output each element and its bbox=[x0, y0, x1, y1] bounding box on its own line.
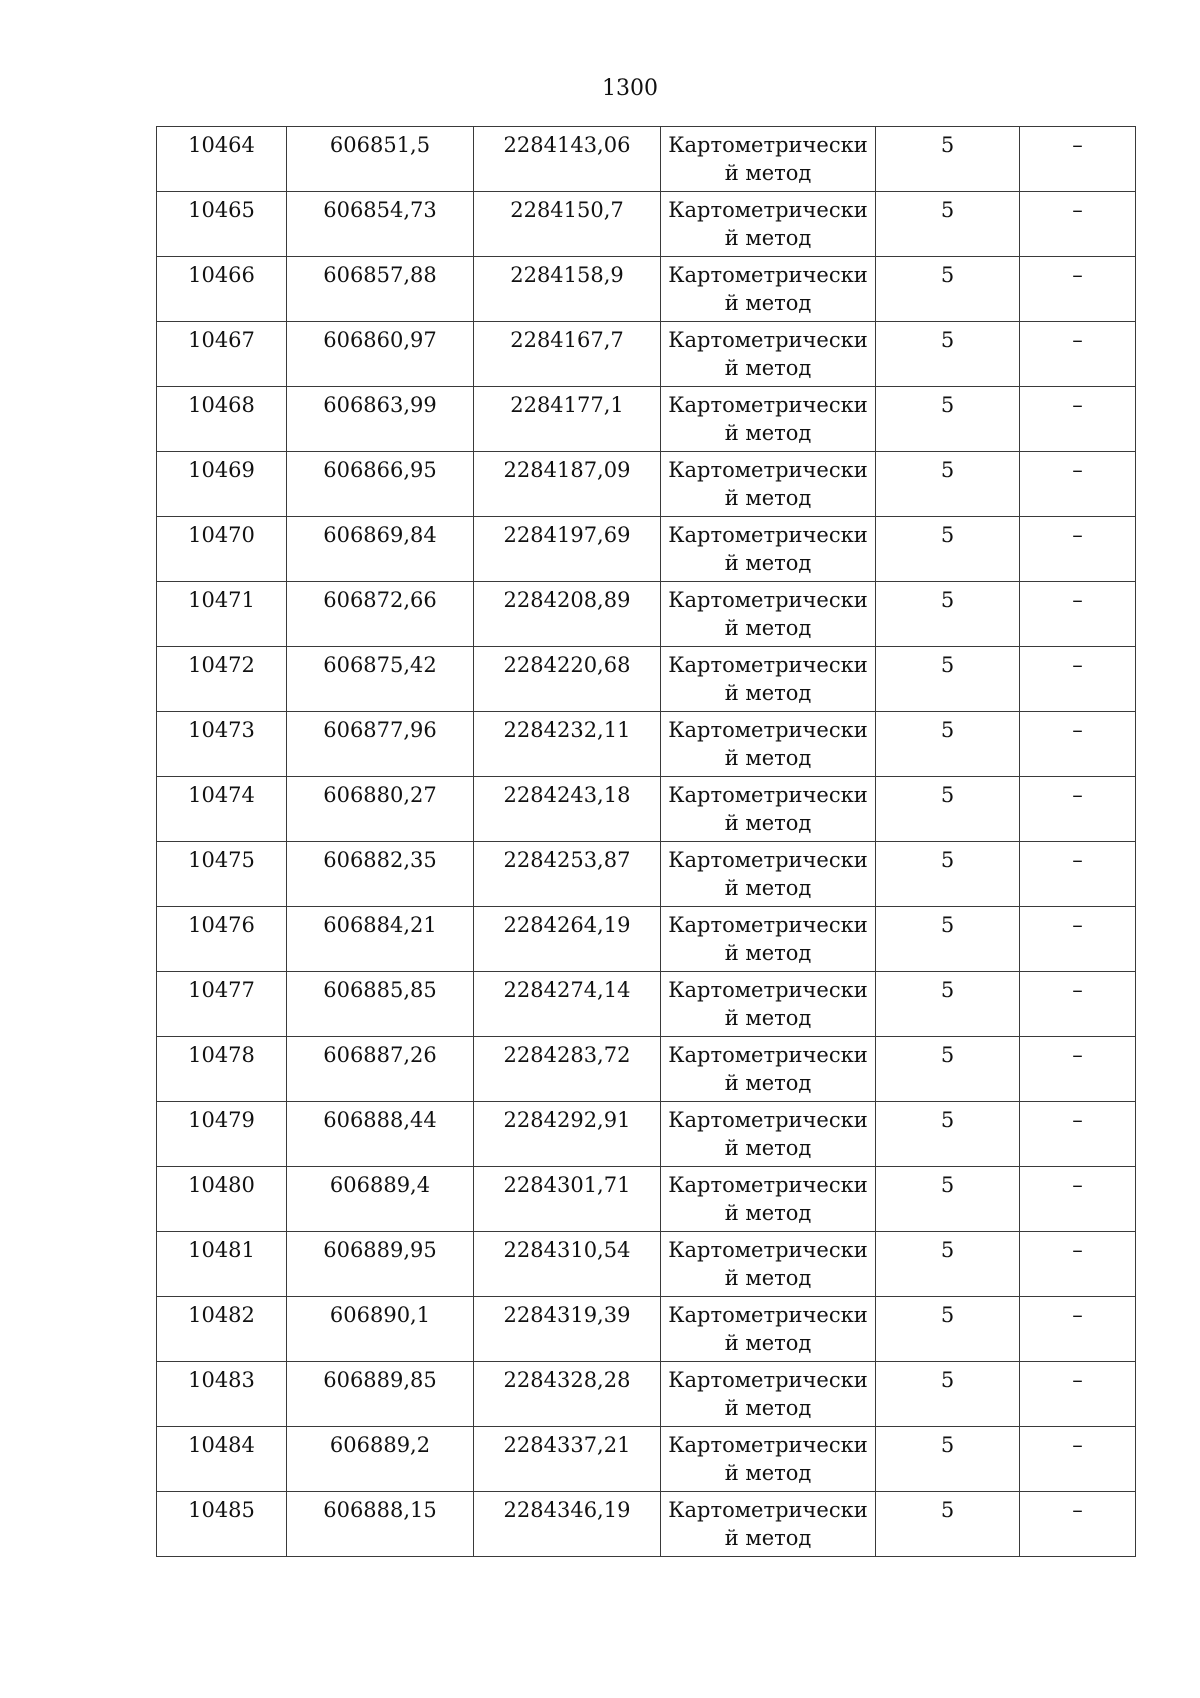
x-coordinate-cell: 606884,21 bbox=[287, 907, 474, 972]
method-cell: Картометрический метод bbox=[661, 1232, 876, 1297]
note-cell: – bbox=[1020, 322, 1136, 387]
note-cell: – bbox=[1020, 777, 1136, 842]
table-row bbox=[157, 127, 1136, 192]
point-id-cell: 10482 bbox=[157, 1297, 287, 1362]
method-cell: Картометрический метод bbox=[661, 1037, 876, 1102]
point-id-cell: 10479 bbox=[157, 1102, 287, 1167]
method-cell: Картометрический метод bbox=[661, 1492, 876, 1557]
table-row bbox=[157, 387, 1136, 452]
accuracy-cell: 5 bbox=[876, 842, 1020, 907]
accuracy-cell: 5 bbox=[876, 322, 1020, 387]
accuracy-cell: 5 bbox=[876, 907, 1020, 972]
method-cell: Картометрический метод bbox=[661, 777, 876, 842]
accuracy-cell: 5 bbox=[876, 192, 1020, 257]
table-row bbox=[157, 1427, 1136, 1492]
method-cell: Картометрический метод bbox=[661, 972, 876, 1037]
point-id-cell: 10470 bbox=[157, 517, 287, 582]
table-row bbox=[157, 1362, 1136, 1427]
note-cell: – bbox=[1020, 192, 1136, 257]
x-coordinate-cell: 606888,44 bbox=[287, 1102, 474, 1167]
accuracy-cell: 5 bbox=[876, 972, 1020, 1037]
method-cell: Картометрический метод bbox=[661, 1167, 876, 1232]
table-body bbox=[157, 127, 1136, 1557]
x-coordinate-cell: 606889,2 bbox=[287, 1427, 474, 1492]
accuracy-cell: 5 bbox=[876, 387, 1020, 452]
method-cell: Картометрический метод bbox=[661, 452, 876, 517]
accuracy-cell: 5 bbox=[876, 777, 1020, 842]
accuracy-cell: 5 bbox=[876, 257, 1020, 322]
point-id-cell: 10465 bbox=[157, 192, 287, 257]
method-cell: Картометрический метод bbox=[661, 582, 876, 647]
method-cell: Картометрический метод bbox=[661, 1362, 876, 1427]
y-coordinate-cell: 2284301,71 bbox=[474, 1167, 661, 1232]
point-id-cell: 10478 bbox=[157, 1037, 287, 1102]
x-coordinate-cell: 606889,85 bbox=[287, 1362, 474, 1427]
x-coordinate-cell: 606889,95 bbox=[287, 1232, 474, 1297]
method-cell: Картометрический метод bbox=[661, 127, 876, 192]
x-coordinate-cell: 606854,73 bbox=[287, 192, 474, 257]
table-row bbox=[157, 777, 1136, 842]
x-coordinate-cell: 606885,85 bbox=[287, 972, 474, 1037]
note-cell: – bbox=[1020, 1427, 1136, 1492]
y-coordinate-cell: 2284143,06 bbox=[474, 127, 661, 192]
y-coordinate-cell: 2284319,39 bbox=[474, 1297, 661, 1362]
point-id-cell: 10464 bbox=[157, 127, 287, 192]
method-cell: Картометрический метод bbox=[661, 907, 876, 972]
accuracy-cell: 5 bbox=[876, 647, 1020, 712]
point-id-cell: 10468 bbox=[157, 387, 287, 452]
y-coordinate-cell: 2284346,19 bbox=[474, 1492, 661, 1557]
accuracy-cell: 5 bbox=[876, 582, 1020, 647]
point-id-cell: 10466 bbox=[157, 257, 287, 322]
table-row bbox=[157, 1102, 1136, 1167]
note-cell: – bbox=[1020, 387, 1136, 452]
point-id-cell: 10484 bbox=[157, 1427, 287, 1492]
note-cell: – bbox=[1020, 972, 1136, 1037]
point-id-cell: 10476 bbox=[157, 907, 287, 972]
point-id-cell: 10473 bbox=[157, 712, 287, 777]
note-cell: – bbox=[1020, 1232, 1136, 1297]
table-row bbox=[157, 647, 1136, 712]
method-cell: Картометрический метод bbox=[661, 257, 876, 322]
point-id-cell: 10483 bbox=[157, 1362, 287, 1427]
x-coordinate-cell: 606882,35 bbox=[287, 842, 474, 907]
table-row bbox=[157, 452, 1136, 517]
point-id-cell: 10480 bbox=[157, 1167, 287, 1232]
y-coordinate-cell: 2284283,72 bbox=[474, 1037, 661, 1102]
table-row bbox=[157, 1167, 1136, 1232]
y-coordinate-cell: 2284292,91 bbox=[474, 1102, 661, 1167]
x-coordinate-cell: 606860,97 bbox=[287, 322, 474, 387]
table-row bbox=[157, 1297, 1136, 1362]
table-row bbox=[157, 517, 1136, 582]
note-cell: – bbox=[1020, 582, 1136, 647]
y-coordinate-cell: 2284150,7 bbox=[474, 192, 661, 257]
y-coordinate-cell: 2284310,54 bbox=[474, 1232, 661, 1297]
accuracy-cell: 5 bbox=[876, 1492, 1020, 1557]
accuracy-cell: 5 bbox=[876, 1167, 1020, 1232]
x-coordinate-cell: 606851,5 bbox=[287, 127, 474, 192]
accuracy-cell: 5 bbox=[876, 1102, 1020, 1167]
note-cell: – bbox=[1020, 1167, 1136, 1232]
point-id-cell: 10474 bbox=[157, 777, 287, 842]
table-row bbox=[157, 972, 1136, 1037]
y-coordinate-cell: 2284274,14 bbox=[474, 972, 661, 1037]
method-cell: Картометрический метод bbox=[661, 1297, 876, 1362]
table-row bbox=[157, 192, 1136, 257]
point-id-cell: 10472 bbox=[157, 647, 287, 712]
point-id-cell: 10471 bbox=[157, 582, 287, 647]
note-cell: – bbox=[1020, 1362, 1136, 1427]
accuracy-cell: 5 bbox=[876, 1427, 1020, 1492]
method-cell: Картометрический метод bbox=[661, 192, 876, 257]
y-coordinate-cell: 2284328,28 bbox=[474, 1362, 661, 1427]
table-row bbox=[157, 582, 1136, 647]
note-cell: – bbox=[1020, 1037, 1136, 1102]
table-row bbox=[157, 842, 1136, 907]
accuracy-cell: 5 bbox=[876, 1297, 1020, 1362]
accuracy-cell: 5 bbox=[876, 1232, 1020, 1297]
table-row bbox=[157, 257, 1136, 322]
y-coordinate-cell: 2284167,7 bbox=[474, 322, 661, 387]
x-coordinate-cell: 606888,15 bbox=[287, 1492, 474, 1557]
note-cell: – bbox=[1020, 452, 1136, 517]
x-coordinate-cell: 606866,95 bbox=[287, 452, 474, 517]
point-id-cell: 10485 bbox=[157, 1492, 287, 1557]
accuracy-cell: 5 bbox=[876, 1037, 1020, 1102]
table-row bbox=[157, 907, 1136, 972]
point-id-cell: 10475 bbox=[157, 842, 287, 907]
point-id-cell: 10467 bbox=[157, 322, 287, 387]
y-coordinate-cell: 2284220,68 bbox=[474, 647, 661, 712]
accuracy-cell: 5 bbox=[876, 127, 1020, 192]
note-cell: – bbox=[1020, 1297, 1136, 1362]
note-cell: – bbox=[1020, 517, 1136, 582]
table-row bbox=[157, 712, 1136, 777]
method-cell: Картометрический метод bbox=[661, 1427, 876, 1492]
note-cell: – bbox=[1020, 647, 1136, 712]
accuracy-cell: 5 bbox=[876, 712, 1020, 777]
table-row bbox=[157, 1037, 1136, 1102]
table-row bbox=[157, 322, 1136, 387]
note-cell: – bbox=[1020, 842, 1136, 907]
method-cell: Картометрический метод bbox=[661, 322, 876, 387]
y-coordinate-cell: 2284264,19 bbox=[474, 907, 661, 972]
note-cell: – bbox=[1020, 1102, 1136, 1167]
note-cell: – bbox=[1020, 127, 1136, 192]
y-coordinate-cell: 2284243,18 bbox=[474, 777, 661, 842]
point-id-cell: 10469 bbox=[157, 452, 287, 517]
note-cell: – bbox=[1020, 712, 1136, 777]
method-cell: Картометрический метод bbox=[661, 517, 876, 582]
x-coordinate-cell: 606887,26 bbox=[287, 1037, 474, 1102]
accuracy-cell: 5 bbox=[876, 1362, 1020, 1427]
y-coordinate-cell: 2284253,87 bbox=[474, 842, 661, 907]
method-cell: Картометрический метод bbox=[661, 387, 876, 452]
x-coordinate-cell: 606890,1 bbox=[287, 1297, 474, 1362]
y-coordinate-cell: 2284232,11 bbox=[474, 712, 661, 777]
coordinates-table bbox=[156, 126, 1136, 1557]
method-cell: Картометрический метод bbox=[661, 842, 876, 907]
method-cell: Картометрический метод bbox=[661, 647, 876, 712]
method-cell: Картометрический метод bbox=[661, 712, 876, 777]
y-coordinate-cell: 2284208,89 bbox=[474, 582, 661, 647]
x-coordinate-cell: 606869,84 bbox=[287, 517, 474, 582]
y-coordinate-cell: 2284187,09 bbox=[474, 452, 661, 517]
x-coordinate-cell: 606875,42 bbox=[287, 647, 474, 712]
table-row bbox=[157, 1232, 1136, 1297]
point-id-cell: 10477 bbox=[157, 972, 287, 1037]
point-id-cell: 10481 bbox=[157, 1232, 287, 1297]
method-cell: Картометрический метод bbox=[661, 1102, 876, 1167]
x-coordinate-cell: 606863,99 bbox=[287, 387, 474, 452]
y-coordinate-cell: 2284197,69 bbox=[474, 517, 661, 582]
accuracy-cell: 5 bbox=[876, 517, 1020, 582]
y-coordinate-cell: 2284177,1 bbox=[474, 387, 661, 452]
note-cell: – bbox=[1020, 1492, 1136, 1557]
y-coordinate-cell: 2284158,9 bbox=[474, 257, 661, 322]
accuracy-cell: 5 bbox=[876, 452, 1020, 517]
x-coordinate-cell: 606880,27 bbox=[287, 777, 474, 842]
page-number: 1300 bbox=[602, 76, 658, 101]
x-coordinate-cell: 606857,88 bbox=[287, 257, 474, 322]
note-cell: – bbox=[1020, 257, 1136, 322]
note-cell: – bbox=[1020, 907, 1136, 972]
table-row bbox=[157, 1492, 1136, 1557]
x-coordinate-cell: 606889,4 bbox=[287, 1167, 474, 1232]
x-coordinate-cell: 606877,96 bbox=[287, 712, 474, 777]
x-coordinate-cell: 606872,66 bbox=[287, 582, 474, 647]
y-coordinate-cell: 2284337,21 bbox=[474, 1427, 661, 1492]
